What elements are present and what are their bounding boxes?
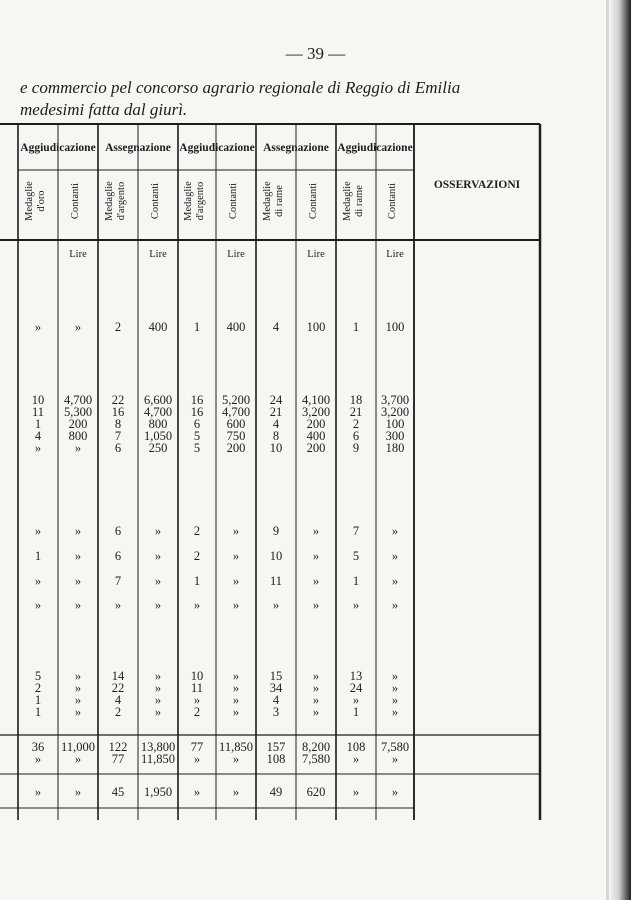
table-row-value: 300 — [385, 429, 405, 443]
table-row-value: » — [232, 524, 240, 538]
table-row-value: » — [34, 320, 42, 334]
lire-label: Lire — [386, 249, 404, 260]
table-row-value: 21 — [269, 405, 283, 419]
table-row-value: » — [391, 524, 399, 538]
table-row-value: » — [74, 524, 82, 538]
table-row-value: 2 — [352, 417, 360, 431]
table-row-value: 200 — [68, 417, 88, 431]
table-row-value: » — [34, 524, 42, 538]
table-row-value: 21 — [349, 405, 363, 419]
column-subheader: Contanti — [387, 182, 398, 220]
table-row-value: » — [232, 669, 240, 683]
column-subheader: d'argento — [116, 181, 127, 221]
observations-header: OSSERVAZIONI — [433, 179, 521, 191]
table-row-value: 3,200 — [301, 405, 331, 419]
table-row-value: 2 — [193, 549, 201, 563]
group-header: Aggiudicazione — [20, 142, 96, 154]
table-row-value: » — [272, 598, 280, 612]
table-row-value: 16 — [190, 405, 204, 419]
page-edge-shadow — [609, 0, 631, 900]
table-row-value: 1 — [352, 705, 360, 719]
table-row-value: » — [154, 705, 162, 719]
table-row-value: 4,700 — [63, 393, 93, 407]
table-row-value: 5,300 — [63, 405, 93, 419]
table-row-value: 22 — [111, 393, 125, 407]
table-row-value: 4 — [34, 429, 42, 443]
table-row-value: 6 — [352, 429, 360, 443]
table-row-value: 400 — [306, 429, 326, 443]
page-number: — 39 — — [285, 44, 346, 63]
table-row-value: 11 — [190, 681, 204, 695]
total-value: » — [74, 752, 82, 766]
total-value: 77 — [190, 740, 204, 754]
table-row-value: » — [193, 598, 201, 612]
table-row-value: 16 — [111, 405, 125, 419]
column-subheader: Medaglie — [262, 181, 273, 221]
table-row-value: 5 — [34, 669, 42, 683]
final-value: » — [193, 785, 201, 799]
table-row-value: 200 — [226, 441, 246, 455]
column-subheader: di rame — [274, 185, 285, 217]
table-row-value: 7 — [114, 429, 122, 443]
table-row-value: 8 — [114, 417, 122, 431]
table-row-value: 3 — [272, 705, 280, 719]
table-row-value: 4 — [272, 320, 280, 334]
column-subheader: Medaglie — [104, 181, 115, 221]
table-row-value: 800 — [68, 429, 88, 443]
table-row-value: 400 — [148, 320, 168, 334]
table-row-value: 13 — [349, 669, 363, 683]
column-subheader: Contanti — [308, 182, 319, 220]
table-row-value: 5 — [193, 441, 201, 455]
table-row-value: 1 — [34, 549, 42, 563]
total-value: 8,200 — [301, 740, 331, 754]
table-row-value: 15 — [269, 669, 283, 683]
table-row-value: » — [74, 320, 82, 334]
column-subheader: Medaglie — [342, 181, 353, 221]
column-subheader: d'argento — [195, 181, 206, 221]
table-row-value: » — [232, 549, 240, 563]
table-row-value: 4 — [272, 417, 280, 431]
table-row-value: » — [74, 574, 82, 588]
table-row-value: » — [154, 669, 162, 683]
table-row-value: » — [312, 705, 320, 719]
final-value: » — [34, 785, 42, 799]
total-value: » — [193, 752, 201, 766]
table-row-value: » — [154, 693, 162, 707]
lire-label: Lire — [149, 249, 167, 260]
column-subheader: Medaglie — [24, 181, 35, 221]
table-row-value: » — [391, 598, 399, 612]
table-row-value: 7 — [352, 524, 360, 538]
table-row-value: » — [34, 598, 42, 612]
final-value: » — [232, 785, 240, 799]
page-edge-line — [606, 0, 609, 900]
table-row-value: 34 — [269, 681, 283, 695]
table-row-value: » — [74, 705, 82, 719]
total-value: 108 — [266, 752, 286, 766]
table-row-value: 1 — [34, 417, 42, 431]
table-row-value: 22 — [111, 681, 125, 695]
final-value: » — [74, 785, 82, 799]
table-row-value: 11 — [31, 405, 45, 419]
final-value: 1,950 — [143, 785, 173, 799]
table-row-value: » — [74, 669, 82, 683]
table-row-value: » — [312, 524, 320, 538]
table-row-value: 800 — [148, 417, 168, 431]
lire-label: Lire — [307, 249, 325, 260]
table-row-value: » — [312, 574, 320, 588]
column-subheader: Contanti — [150, 182, 161, 220]
final-value: » — [391, 785, 399, 799]
total-value: » — [391, 752, 399, 766]
table-row-value: 4,700 — [143, 405, 173, 419]
table-row-value: 24 — [269, 393, 283, 407]
final-value: 49 — [269, 785, 283, 799]
table-row-value: » — [74, 598, 82, 612]
table-row-value: » — [312, 693, 320, 707]
table-row-value: » — [352, 693, 360, 707]
table-row-value: » — [232, 574, 240, 588]
table-row-value: » — [232, 705, 240, 719]
table-row-value: 10 — [190, 669, 204, 683]
table-row-value: » — [232, 598, 240, 612]
table-row-value: 2 — [34, 681, 42, 695]
table-row-value: » — [232, 693, 240, 707]
column-subheader: di rame — [354, 185, 365, 217]
table-row-value: 2 — [193, 524, 201, 538]
total-value: 11,000 — [61, 740, 95, 754]
final-value: 45 — [111, 785, 125, 799]
table-row-value: 4,100 — [301, 393, 331, 407]
table-row-value: 10 — [269, 549, 283, 563]
lire-label: Lire — [69, 249, 87, 260]
table-row-value: » — [114, 598, 122, 612]
table-row-value: 14 — [111, 669, 125, 683]
table-row-value: 100 — [385, 320, 405, 334]
table-row-value: 5 — [352, 549, 360, 563]
table-row-value: » — [352, 598, 360, 612]
table-row-value: » — [193, 693, 201, 707]
table-row-value: 100 — [385, 417, 405, 431]
table-row-value: » — [312, 669, 320, 683]
table-row-value: 1 — [34, 693, 42, 707]
final-value: » — [352, 785, 360, 799]
table-row-value: 1 — [352, 320, 360, 334]
table-row-value: 2 — [114, 320, 122, 334]
table-row-value: 6,600 — [143, 393, 173, 407]
table-row-value: 3,200 — [380, 405, 410, 419]
table-row-value: 2 — [114, 705, 122, 719]
table-row-value: 4,700 — [221, 405, 251, 419]
table-row-value: 4 — [114, 693, 122, 707]
table-row-value: 1 — [352, 574, 360, 588]
table-row-value: 11 — [269, 574, 283, 588]
table-row-value: 200 — [306, 441, 326, 455]
total-value: 108 — [346, 740, 366, 754]
table-row-value: » — [34, 574, 42, 588]
table-row-value: 9 — [272, 524, 280, 538]
total-value: 13,800 — [140, 740, 176, 754]
table-row-value: » — [154, 681, 162, 695]
total-value: 122 — [108, 740, 128, 754]
table-row-value: 9 — [352, 441, 360, 455]
table-row-value: 7 — [114, 574, 122, 588]
total-value: » — [232, 752, 240, 766]
table-row-value: 16 — [190, 393, 204, 407]
table-row-value: » — [391, 681, 399, 695]
total-value: 157 — [266, 740, 286, 754]
header-line-1: e commercio pel concorso agrario regionale di Reggio di Emilia — [20, 78, 461, 97]
table-row-value: » — [154, 524, 162, 538]
total-value: 11,850 — [219, 740, 253, 754]
column-subheader: Medaglie — [183, 181, 194, 221]
group-header: Aggiudicazione — [337, 142, 413, 154]
table-row-value: 180 — [385, 441, 405, 455]
group-header: Aggiudicazione — [179, 142, 255, 154]
group-header: Assegnazione — [105, 142, 171, 154]
table-row-value: 3,700 — [380, 393, 410, 407]
total-value: 11,850 — [141, 752, 175, 766]
table-row-value: » — [391, 669, 399, 683]
table-row-value: » — [154, 574, 162, 588]
table-row-value: 1 — [193, 574, 201, 588]
total-value: 36 — [31, 740, 45, 754]
table-row-value: » — [154, 549, 162, 563]
table-row-value: » — [391, 705, 399, 719]
table-row-value: 1,050 — [143, 429, 173, 443]
table-row-value: » — [232, 681, 240, 695]
total-value: 7,580 — [380, 740, 410, 754]
column-subheader: d'oro — [36, 190, 47, 212]
group-header: Assegnazione — [263, 142, 329, 154]
table-row-value: 5 — [193, 429, 201, 443]
table-row-value: 600 — [226, 417, 246, 431]
lire-label: Lire — [227, 249, 245, 260]
table-row-value: » — [74, 441, 82, 455]
total-value: 77 — [111, 752, 125, 766]
table-row-value: » — [391, 574, 399, 588]
table-row-value: » — [391, 549, 399, 563]
table-row-value: 24 — [349, 681, 363, 695]
table-row-value: » — [154, 598, 162, 612]
final-value: 620 — [306, 785, 326, 799]
table-row-value: 18 — [349, 393, 363, 407]
table-row-value: 100 — [306, 320, 326, 334]
table-row-value: 4 — [272, 693, 280, 707]
table-row-value: 10 — [269, 441, 283, 455]
column-subheader: Contanti — [228, 182, 239, 220]
table-row-value: 6 — [114, 524, 122, 538]
table-row-value: 400 — [226, 320, 246, 334]
table-row-value: 8 — [272, 429, 280, 443]
table-row-value: 10 — [31, 393, 45, 407]
column-subheader: Contanti — [70, 182, 81, 220]
header-line-2: medesimi fatta dal giurì. — [20, 100, 188, 119]
table-row-value: » — [74, 693, 82, 707]
table-row-value: » — [312, 598, 320, 612]
table-row-value: 1 — [193, 320, 201, 334]
table-row-value: 5,200 — [221, 393, 251, 407]
table-row-value: » — [312, 549, 320, 563]
total-value: 7,580 — [301, 752, 331, 766]
table-row-value: 6 — [193, 417, 201, 431]
table-row-value: 1 — [34, 705, 42, 719]
table-row-value: » — [74, 681, 82, 695]
table-row-value: » — [74, 549, 82, 563]
table-row-value: 6 — [114, 441, 122, 455]
table-row-value: » — [312, 681, 320, 695]
table-row-value: » — [391, 693, 399, 707]
table-row-value: 200 — [306, 417, 326, 431]
total-value: » — [352, 752, 360, 766]
table-row-value: 750 — [226, 429, 246, 443]
total-value: » — [34, 752, 42, 766]
table-row-value: » — [34, 441, 42, 455]
table-row-value: 2 — [193, 705, 201, 719]
table-row-value: 6 — [114, 549, 122, 563]
table-row-value: 250 — [148, 441, 168, 455]
